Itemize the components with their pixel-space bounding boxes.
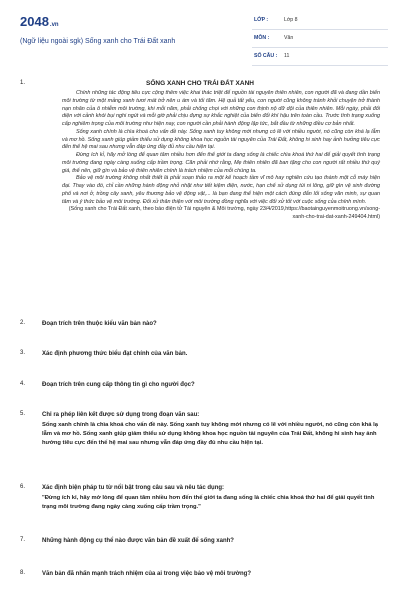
question-number: 2. [20, 320, 26, 326]
passage-body [62, 90, 380, 222]
passage-source: (Sống xanh cho Trái Đất xanh, theo báo điện tử Tài nguyên & Môi trường, ngày 23/4/2019,https://baotainguyenmoitruong.vn/song-xanh-cho-trai-dat-xanh-249404.html) [68, 206, 380, 220]
meta-value: Văn [284, 35, 294, 41]
meta-label: SỐ CÂU : [254, 53, 278, 59]
question-text: Những hành động cụ thể nào được văn bản đề xuất để sống xanh? [42, 538, 234, 544]
question-quote: "Đừng ích kỉ, hãy mở lòng để quan tâm nhiều hơn đến thế giới ta đang sống là chiếc chìa khoá thứ hai để giải quyết tình trạng môi trường đang ngày càng xuống cấp trầm trọng." [42, 495, 375, 510]
passage-paragraph: Đừng ích kỉ, hãy mở lòng để quan tâm nhiều hơn đến thế giới ta đang sống là chiếc chìa khoá thứ hai để giải quyết tình trạng môi trường đang ngày càng xuống cấp trầm trọng. Căn phải nhớ rằng, Mẹ thiên nhiên đã ban tặng cho con người rất nhiều thứ quý giá, thế nên, giữ gìn và bảo vệ thiên nhiên chính là trách nhiệm của mỗi chúng ta. [62, 152, 380, 174]
question-text: Đoạn trích trên cung cấp thông tin gì cho người đọc? [42, 382, 195, 388]
question-number: 4. [20, 381, 26, 387]
question-number: 1. [20, 80, 26, 86]
question-text: Xác định phương thức biểu đạt chính của văn bản. [42, 351, 188, 357]
question-quote: Sống xanh chính là chìa khoá cho vấn đề này. Sống xanh tuy không mới nhưng có lẽ với nhiều người, nó cũng còn khá lạ lẫm và mơ hồ. Sống xanh giúp giảm thiểu sử dụng không khoa học nguồn tài nguyên của Trái Đất, không hi sinh hay ảnh hưởng tiêu cực đến thế hệ mai sau nhưng vẫn đáp ứng đầy đủ nhu cầu hiện tại. [42, 422, 378, 446]
site-logo[interactable]: 2048.vn [20, 14, 59, 29]
meta-value: 11 [284, 53, 290, 59]
question-text: Chỉ ra phép liên kết được sử dụng trong đoạn văn sau: [42, 412, 200, 418]
question-number: 7. [20, 537, 26, 543]
meta-row-subject [252, 30, 388, 48]
question-number: 6. [20, 484, 26, 490]
passage-paragraph: Chính những tác động tiêu cực cộng thêm việc khai thác triệt để nguồn tài nguyên thiên nhiên, con người đã và đang dần biến môi trường từ một mảng xanh tươi mát trở nên u ám và tối tăm. Hệ quả tất yếu, con người cũng không tránh khỏi chuyện trở thành nạn nhân của ô nhiễm môi trường, khi mỗi năm, phải chống chọi với những con thịnh nộ dữ dội của thiên nhiên. Mỗi ngày, phải đối diện với cảnh khói bụi nghi ngút và mỗi giờ phải chịu đựng sự khắc nghiệt của biến đổi khí hậu trên toàn cầu. Trước tình trạng xuống cấp nghiêm trọng của môi trường như hiện nay, con người cần phải hành động lập tức, bắt đầu từ những điều cơ bản nhất. [62, 90, 380, 127]
meta-row-grade [252, 12, 388, 30]
question-text: Đoạn trích trên thuộc kiểu văn bản nào? [42, 321, 157, 327]
question-text: Xác định biện pháp tu từ nổi bật trong câu sau và nêu tác dụng: [42, 485, 225, 491]
meta-label: LỚP : [254, 17, 269, 23]
meta-label: MÔN : [254, 35, 270, 41]
document-meta-table [252, 12, 388, 66]
question-text: Văn bản đã nhấn mạnh trách nhiệm của ai trong việc bảo vệ môi trường? [42, 571, 251, 577]
meta-row-question-count [252, 48, 388, 66]
meta-value: Lớp 8 [284, 17, 298, 23]
question-number: 8. [20, 570, 26, 576]
question-number: 3. [20, 350, 26, 356]
passage-paragraph: Bảo vệ môi trường không nhất thiết là phải soạn thảo ra một kế hoạch tầm vĩ mô hay nghiên cứu tạo thành một cỗ máy hiện đại. Thay vào đó, chỉ cần những hành động nhỏ nhặt như tiết kiệm điện, nước, hạn chế sử dụng túi ni lông, giữ gìn vệ sinh đường phố và nơi ở, trồng cây xanh, yêu thương bảo vệ động vật,... là bạn đang thể hiện một cách đúng đắn lối sống văn minh, sự quan tâm và ý thức bảo vệ môi trường. Đối xử thân thiện với môi trường đồng nghĩa với việc đối xử tốt với cuộc sống của chính mình. [62, 175, 380, 205]
passage-paragraph: Sống xanh chính là chìa khoá cho vấn đề này. Sống xanh tuy không mới nhưng có lẽ với nhiều người, nó cũng còn khá lạ lẫm và mơ hồ. Sống xanh giúp giảm thiểu sử dụng không khoa học nguồn tài nguyên của Trái Đất, không hi sinh hay ảnh hưởng tiêu cực đến thế hệ mai sau nhưng vẫn đáp ứng đầy đủ nhu cầu hiện tại. [62, 128, 380, 151]
passage-title: SỐNG XANH CHO TRÁI ĐẤT XANH [146, 80, 254, 87]
document-title: (Ngữ liệu ngoài sgk) Sống xanh cho Trái Đất xanh [20, 38, 176, 45]
question-number: 5. [20, 411, 26, 417]
